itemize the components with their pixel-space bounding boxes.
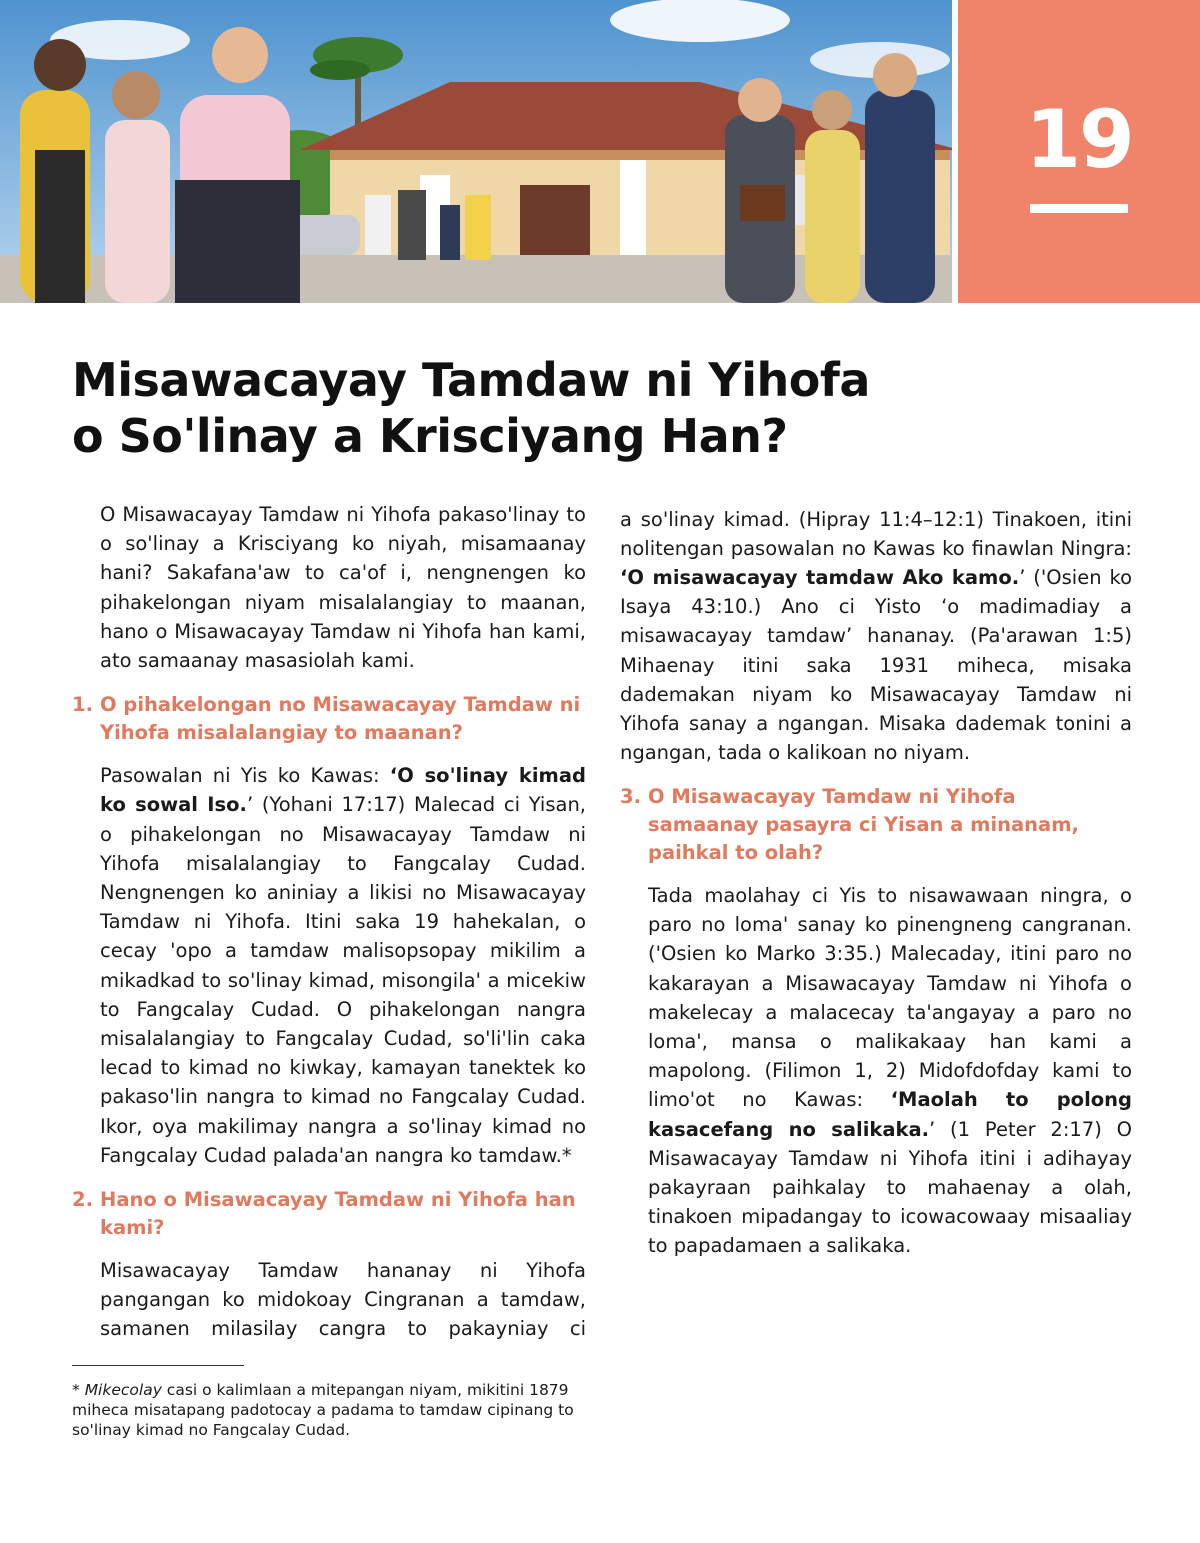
footnote-emphasis: Mikecolay (84, 1381, 162, 1399)
answer-2-cont-quote: ‘O misawacayay tamdaw Ako kamo. (620, 566, 1020, 590)
right-column (620, 505, 1132, 1261)
footnote (72, 1380, 592, 1440)
answer-1-text-a: Pasowalan ni Yis ko Kawas: (100, 764, 390, 788)
question-1-heading (72, 691, 586, 747)
answer-2-paragraph-continued (620, 505, 1132, 767)
question-1-number: 1. (72, 693, 93, 717)
answer-2-cont-text-a: a so'linay kimad. (Hipray 11:4–12:1) Tinakoen, itini nolitengan pasowalan no Kawas ko finawlan Ningra: (620, 507, 1132, 560)
question-3-heading (620, 783, 1132, 867)
page-title-line-1: Misawacayay Tamdaw ni Yihofa (72, 353, 870, 407)
lesson-number-badge (958, 0, 1200, 303)
question-1-text: O pihakelongan no Misawacayay Tamdaw ni Yihofa misalalangiay to maanan? (100, 693, 581, 745)
question-3-number: 3. (620, 785, 641, 808)
footnote-text: casi o kalimlaan a mitepangan niyam, mikitini 1879 miheca misatapang padotocay a padama to tamdaw cipinang to so'linay kimad no Fangcalay Cudad. (72, 1381, 574, 1439)
answer-2-paragraph (100, 1256, 586, 1344)
lesson-number-underline (1030, 204, 1128, 213)
answer-2-left-part (72, 1256, 586, 1344)
footnote-star: * (72, 1381, 85, 1399)
answer-3-text-a: Tada maolahay ci Yis to nisawawaan ningra, o paro no loma' sanay ko pinengneng cangranan. ('Osien ko Marko 3:35.) Malecaday, itini paro no kakarayan a Misawacayay Tamdaw ni Yihofa o makelecay a malacecay ta'angayay a paro no loma', mansa o malikakaay han kami a mapolong. (Filimon 1, 2) Midofdofday kami to limo'ot no Kawas: (648, 884, 1132, 1112)
question-2-heading (72, 1186, 586, 1242)
page-title (72, 352, 972, 464)
question-2-number: 2. (72, 1188, 93, 1212)
answer-1-text-b: ’ (Yohani 17:17) Malecad ci Yisan, o pihakelongan no Misawacayay Tamdaw ni Yihofa misalalangiay to Fangcalay Cudad. Nengnengen ko aniniay a likisi no Misawacayay Tamdaw ni Yihofa. Itini saka 19 hahekalan, o cecay 'opo a tamdaw malisopsopay mikilim a mikadkad to so'linay kimad, misongila' a micekiw to Fangcalay Cudad. O pihakelongan nangra misalalangiay to Fangcalay Cudad, so'li'lin caka lecad to kimad no kiwkay, kamayan tanektek ko pakaso'lin nangra to kimad no Fangcalay Cudad. Ikor, oya makilimay nangra a so'linay kimad no Fangcalay Cudad palada'an nangra ko tamdaw.* (100, 793, 586, 1167)
footnote-divider (72, 1365, 244, 1366)
page-title-line-2: o So'linay a Krisciyang Han? (72, 409, 788, 463)
answer-1-paragraph (72, 761, 586, 1170)
intro-paragraph: O Misawacayay Tamdaw ni Yihofa pakaso'linay to o so'linay a Krisciyang ko niyah, misamaanay hani? Sakafana'aw to ca'of i, nengnengen ko pihakelongan niyam misalalangiay to maanan, hano o Misawacayay Tamdaw ni Yihofa han kami, ato samaanay masasiolah kami. (100, 503, 586, 673)
answer-2-cont-text-b: ’ ('Osien ko Isaya 43:10.) Ano ci Yisto ‘o madimadiay a misawacayay tamdaw’ hananay. (Pa'arawan 1:5) Mihaenay itini saka 1931 miheca, misaka dademakan niyam ko Misawacayay Tamdaw ni Yihofa sanay a ngangan. Misaka dademak tonini a ngangan, tada o kalikoan no niyam. (620, 566, 1132, 765)
lesson-number: 19 (1025, 93, 1133, 186)
answer-3-quote: ‘Maolah to polong kasacefang no salikaka. (648, 1088, 1132, 1141)
answer-2-text-a: Misawacayay Tamdaw hananay ni Yihofa pangangan ko midokoay Cingranan a tamdaw, samanen milasilay cangra to pakayniay ci (100, 1259, 586, 1341)
answer-1-quote: ‘O so'linay kimad ko sowal Iso. (100, 764, 586, 817)
question-2-text: Hano o Misawacayay Tamdaw ni Yihofa han kami? (100, 1188, 576, 1240)
answer-3-paragraph (620, 881, 1132, 1261)
kingdom-hall-photo-illustration (0, 0, 952, 303)
question-3-text: O Misawacayay Tamdaw ni Yihofa samaanay pasayra ci Yisan a minanam, paihkal to olah? (648, 785, 1079, 864)
left-column (72, 500, 586, 1344)
header-photo (0, 0, 952, 303)
answer-3-text-b: ’ (1 Peter 2:17) O Misawacayay Tamdaw ni Yihofa itini i adihayay pakayraan paihkalay to mahaenay a olah, tinakoen mipadangay to icowacowaay misaaliay to papadamaen a salikaka. (648, 1117, 1132, 1258)
answer-2-continued (620, 505, 1132, 767)
